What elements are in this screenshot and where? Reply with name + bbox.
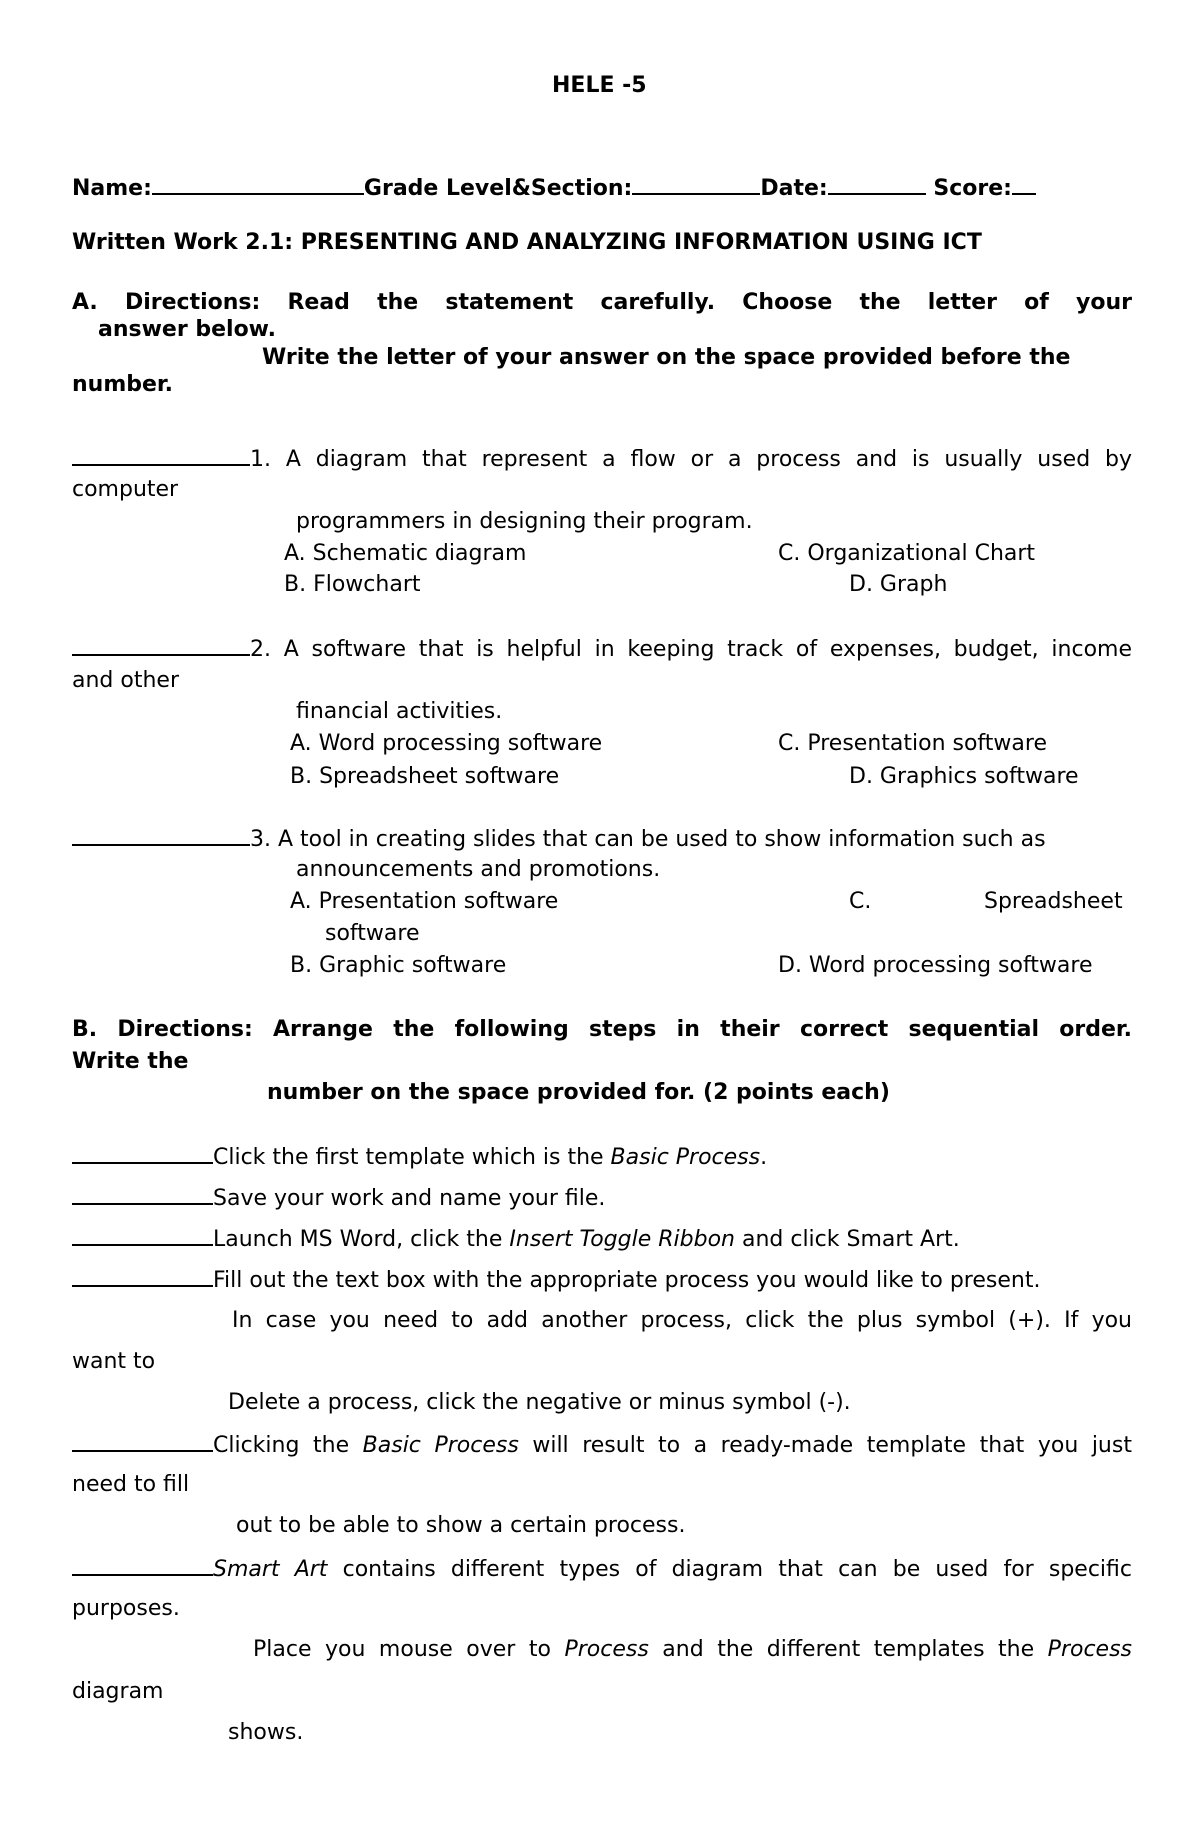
question-2-text: 2. A software that is helpful in keeping track of expenses, budget, income (250, 637, 1132, 662)
step-blank-1[interactable] (72, 1142, 213, 1164)
answer-blank-3[interactable] (72, 824, 250, 846)
q1-option-c: C. Organizational Chart (778, 541, 1036, 566)
part-a-directions: A. Directions: Read the statement carefully. Choose the letter of your (72, 290, 1132, 315)
answer-blank-2[interactable] (72, 634, 250, 656)
question-2-cont2: financial activities. (296, 699, 503, 724)
page-title: HELE -5 (552, 73, 647, 98)
step-4 (72, 1265, 1040, 1295)
question-1 (72, 444, 1132, 474)
step-5 (72, 1430, 1132, 1460)
student-info-line (72, 173, 1036, 203)
step-5-end: will result to a ready-made template that you just (518, 1433, 1132, 1458)
grade-blank[interactable] (632, 173, 760, 195)
step-6-text: contains different types of diagram that can be used for specific (327, 1557, 1132, 1582)
step-6-cont2-mid: and the different templates the (648, 1637, 1048, 1662)
score-blank[interactable] (1012, 173, 1036, 195)
step-6-emphasis-process-2: Process (1047, 1637, 1132, 1662)
step-6-cont: purposes. (72, 1596, 180, 1621)
question-2 (72, 634, 1132, 664)
step-2-text: Save your work and name your file. (213, 1186, 606, 1211)
step-2 (72, 1183, 605, 1213)
step-1-end: . (760, 1145, 768, 1170)
step-blank-5[interactable] (72, 1430, 213, 1452)
part-a-directions-line4: number. (72, 372, 173, 397)
step-3-end: and click Smart Art. (734, 1227, 960, 1252)
q2-option-a: A. Word processing software (290, 731, 603, 756)
grade-label: Grade Level&Section: (363, 176, 633, 201)
q2-option-d: D. Graphics software (849, 764, 1079, 789)
q3-option-c-cont: software (325, 921, 420, 946)
part-b-directions-cont: Write the (72, 1049, 189, 1074)
question-1-cont: computer (72, 477, 179, 502)
date-label: Date: (760, 176, 828, 201)
part-a-directions-cont: answer below. (98, 317, 276, 342)
q3-option-b: B. Graphic software (290, 953, 507, 978)
step-6-cont2 (253, 1636, 1132, 1664)
written-work-title: Written Work 2.1: PRESENTING AND ANALYZING INFORMATION USING ICT (72, 230, 982, 255)
step-5-cont: need to fill (72, 1472, 190, 1497)
step-4-text: Fill out the text box with the appropriate process you would like to present. (213, 1268, 1041, 1293)
name-blank[interactable] (152, 173, 364, 195)
step-1-text: Click the first template which is the (213, 1145, 611, 1170)
question-3-cont: announcements and promotions. (296, 857, 661, 882)
step-6-cont3: diagram (72, 1679, 164, 1704)
step-4-cont3: Delete a process, click the negative or minus symbol (-). (228, 1390, 851, 1415)
step-4-cont: In case you need to add another process, click the plus symbol (+). If you (232, 1308, 1132, 1333)
step-blank-3[interactable] (72, 1224, 213, 1246)
step-6 (72, 1554, 1132, 1584)
step-blank-6[interactable] (72, 1554, 213, 1576)
step-3-emphasis: Insert Toggle Ribbon (509, 1227, 735, 1252)
q3-option-c-word: Spreadsheet (984, 889, 1123, 914)
question-1-text: 1. A diagram that represent a flow or a process and is usually used by (250, 447, 1132, 472)
answer-blank-1[interactable] (72, 444, 250, 466)
q2-option-c: C. Presentation software (778, 731, 1047, 756)
step-5-cont2: out to be able to show a certain process. (236, 1513, 686, 1538)
date-blank[interactable] (828, 173, 926, 195)
name-label: Name: (72, 176, 152, 201)
step-3-text: Launch MS Word, click the (213, 1227, 510, 1252)
q3-option-a: A. Presentation software (290, 889, 559, 914)
score-label: Score: (933, 176, 1012, 201)
step-blank-4[interactable] (72, 1265, 213, 1287)
step-1-emphasis: Basic Process (610, 1145, 761, 1170)
step-6-emphasis-process: Process (564, 1637, 649, 1662)
question-3 (72, 824, 1046, 854)
question-3-text: 3. A tool in creating slides that can be used to show information such as (250, 827, 1046, 852)
step-6-emphasis: Smart Art (213, 1557, 328, 1582)
question-2-cont: and other (72, 668, 179, 693)
step-3 (72, 1224, 960, 1254)
part-b-directions-line3: number on the space provided for. (2 points each) (267, 1080, 890, 1105)
q1-option-a: A. Schematic diagram (284, 541, 527, 566)
q1-option-b: B. Flowchart (284, 572, 421, 597)
step-4-cont2: want to (72, 1349, 156, 1374)
q3-option-d: D. Word processing software (778, 953, 1093, 978)
question-1-cont2: programmers in designing their program. (296, 509, 753, 534)
part-a-directions-line3: Write the letter of your answer on the space provided before the (262, 345, 1071, 370)
q2-option-b: B. Spreadsheet software (290, 764, 560, 789)
step-5-text: Clicking the (213, 1433, 363, 1458)
q1-option-d: D. Graph (849, 572, 948, 597)
q3-option-c-letter: C. (849, 889, 872, 914)
step-1 (72, 1142, 767, 1172)
step-6-cont2-text: Place you mouse over to (253, 1637, 565, 1662)
step-6-cont4: shows. (228, 1720, 304, 1745)
step-5-emphasis: Basic Process (362, 1433, 519, 1458)
part-b-directions: B. Directions: Arrange the following steps in their correct sequential order. (72, 1017, 1132, 1042)
step-blank-2[interactable] (72, 1183, 213, 1205)
